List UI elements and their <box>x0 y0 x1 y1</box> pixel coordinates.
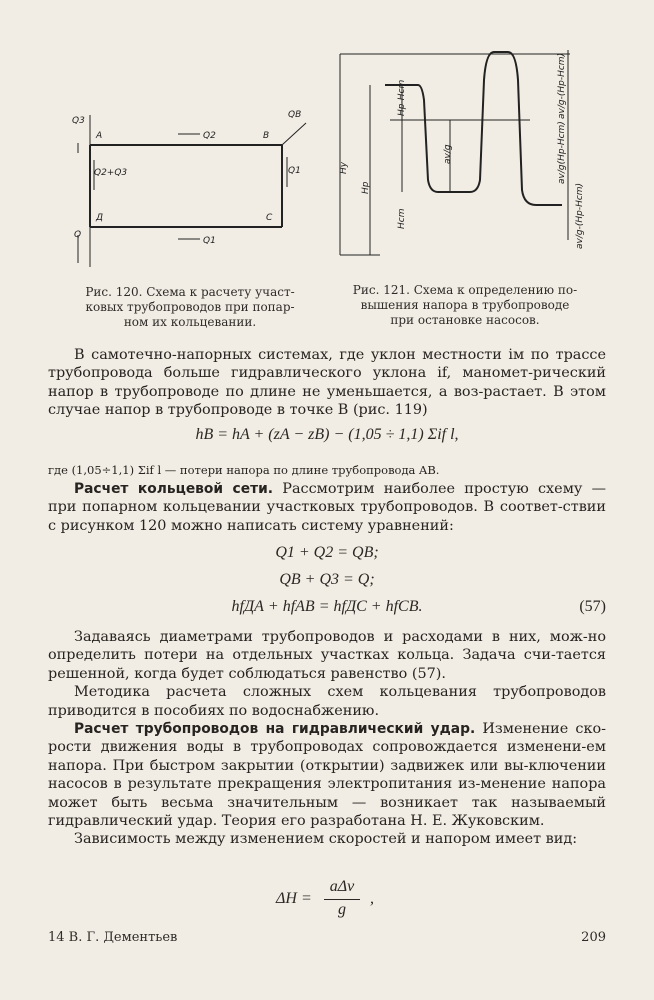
figure-121-diagram <box>330 40 600 275</box>
equation-2: QB + Q3 = Q; <box>279 571 375 588</box>
label-hp: Hp <box>361 181 371 194</box>
paragraph-6: Зависимость между изменением скоростей и напором имеет вид: <box>74 831 578 848</box>
formula-2-tail: , <box>370 890 374 907</box>
formula-2-fraction-bar <box>324 899 360 900</box>
equation-3: hfДА + hfАВ = hfДС + hfСВ. <box>231 598 423 615</box>
heading-ring-network: Расчет кольцевой сети. <box>74 481 273 497</box>
page-number: 209 <box>581 930 606 945</box>
label-a: A <box>96 131 103 141</box>
label-qb: QB <box>288 110 302 120</box>
equation-3-number: (57) <box>579 598 606 615</box>
figure-120-caption: Рис. 120. Схема к расчету участ- ковых трубопроводов при попар- ном их кольцевании. <box>85 285 295 329</box>
main-text <box>48 346 606 420</box>
formula-2-denominator: g <box>338 901 346 918</box>
label-q2: Q2 <box>203 131 216 141</box>
label-right-top: av/g-(Hp-Hcm) <box>557 52 567 119</box>
section-ring-network <box>48 480 606 535</box>
heading-hydraulic-shock: Расчет трубопроводов на гидравлический удар. <box>74 721 476 738</box>
label-q1-right: Q1 <box>288 166 301 176</box>
footer-left: 14 В. Г. Дементьев <box>48 930 178 945</box>
label-right-bot: av/g-(Hp-Hcm) <box>575 182 585 249</box>
figure-121-caption: Рис. 121. Схема к определению по- вышения напора в трубопроводе при остановке насосов. <box>352 283 578 327</box>
paragraph-3-block <box>48 628 606 849</box>
paragraph-2: Рассмотрим наиболее простую схему — при попарном кольцевании участковых трубопроводов. В соответ-ствии с рисунком 120 можно написать систему уравнений: <box>48 481 607 534</box>
paragraph-3: Задаваясь диаметрами трубопроводов и расходами в них, мож-но определить потери на отдельных участках кольца. Задача счи-тается решенной, когда будет соблюдаться равенство (57). <box>48 629 606 682</box>
paragraph-4: Методика расчета сложных схем кольцевания трубопроводов приводится в пособиях по водоснабжению. <box>48 684 606 719</box>
label-q2q3: Q2+Q3 <box>94 168 128 178</box>
formula-1-note: где (1,05÷1,1) Σif l — потери напора по длине трубопровода AB. <box>48 463 440 477</box>
formula-2-numerator: aΔv <box>329 878 355 895</box>
figure-120-diagram <box>60 95 320 275</box>
label-right-mid: av/g(Hp-Hcm) <box>557 121 567 184</box>
label-hy: Hy <box>339 161 349 174</box>
formula-1: hB = hA + (zA − zB) − (1,05 ÷ 1,1) Σif l, <box>195 426 459 443</box>
paragraph-5: Изменение ско-рости движения воды в трубопроводах сопровождается изменени-ем напора. При быстром закрытии (открытии) задвижек или вы-ключении насосов в результате прекращения электропитания из-менение напора может быть весьма значительным — возникает так называемый гидравлический удар. Теория его разработана Н. Е. Жуковским. <box>48 721 606 830</box>
equation-1: Q1 + Q2 = QB; <box>275 544 379 561</box>
formula-2-lhs: ΔH = <box>276 890 312 907</box>
formula-2 <box>270 878 410 922</box>
label-hcm: Hcm <box>397 208 407 229</box>
label-c: C <box>266 213 273 223</box>
label-d: Д <box>96 213 104 223</box>
label-b: B <box>263 131 270 141</box>
label-av-g: av/g <box>443 144 453 164</box>
label-q1-bottom: Q1 <box>203 236 216 246</box>
label-q: Q <box>74 230 82 240</box>
label-q3: Q3 <box>72 116 85 126</box>
paragraph-1: В самотечно-напорных системах, где уклон местности iм по трассе трубопровода больше гидравлического уклона if, маномет-рический напор в трубопроводе по длине не уменьшается, а воз-растает. В этом случае напор в трубопроводе в точке B (рис. 119) <box>48 347 606 419</box>
label-hp-hcm: Hp-Hcm <box>397 79 407 116</box>
pressure-curve <box>385 52 562 205</box>
